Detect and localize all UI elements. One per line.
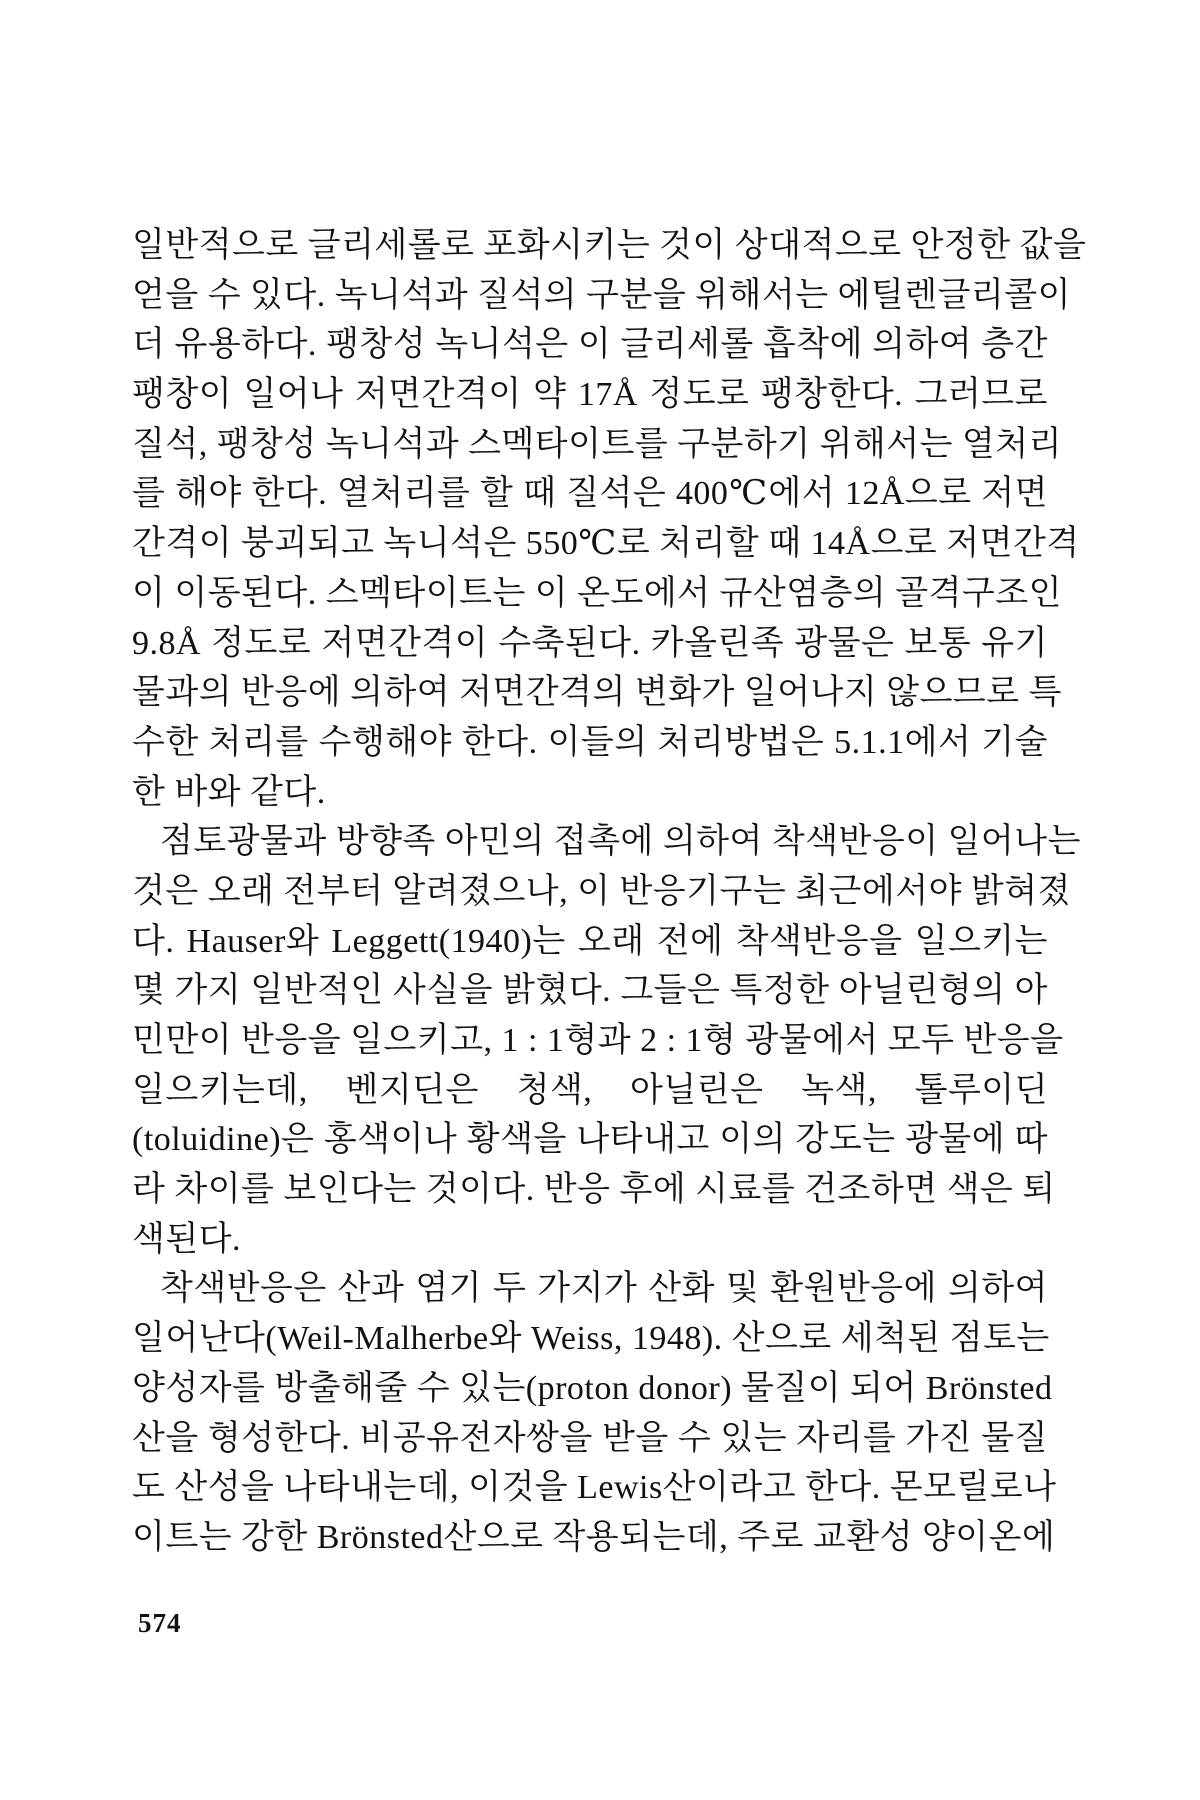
page-number: 574 — [138, 1608, 182, 1638]
text-line-paragraph-start: 점토광물과 방향족 아민의 접촉에 의하여 착색반응이 일어나는 — [160, 823, 1081, 861]
text-line: 다. Hauser와 Leggett(1940)는 오래 전에 착색반응을 일으키는 — [132, 922, 1048, 960]
text-line: 더 유용하다. 팽창성 녹니석은 이 글리세롤 흡착에 의하여 층간 — [132, 326, 1048, 364]
text-line: 이 이동된다. 스멕타이트는 이 온도에서 규산염층의 골격구조인 — [132, 574, 1062, 612]
text-line: 것은 오래 전부터 알려졌으나, 이 반응기구는 최근에서야 밝혀졌 — [132, 872, 1071, 910]
text-line: 9.8Å 정도로 저면간격이 수축된다. 카올린족 광물은 보통 유기 — [132, 624, 1048, 662]
text-line: 몇 가지 일반적인 사실을 밝혔다. 그들은 특정한 아닐린형의 아 — [132, 972, 1048, 1010]
text-line: 일어난다(Weil-Malherbe와 Weiss, 1948). 산으로 세척된 점토는 — [132, 1320, 1050, 1358]
text-line: 라 차이를 보인다는 것이다. 반응 후에 시료를 건조하면 색은 퇴 — [132, 1171, 1056, 1209]
text-line: 얻을 수 있다. 녹니석과 질석의 구분을 위해서는 에틸렌글리콜이 — [132, 276, 1071, 314]
text-line-paragraph-end: 한 바와 같다. — [132, 773, 326, 811]
body-text-block — [132, 221, 1087, 1563]
text-line: 양성자를 방출해줄 수 있는(proton donor) 물질이 되어 Brönsted — [132, 1369, 1053, 1407]
text-line: 민만이 반응을 일으키고, 1 : 1형과 2 : 1형 광물에서 모두 반응을 — [132, 1022, 1064, 1059]
text-line: 이트는 강한 Brönsted산으로 작용되는데, 주로 교환성 양이온에 — [132, 1518, 1056, 1556]
text-line: 도 산성을 나타내는데, 이것을 Lewis산이라고 한다. 몬모릴로나 — [132, 1469, 1057, 1507]
text-line: 일으키는데, 벤지딘은 청색, 아닐린은 녹색, 톨루이딘 — [132, 1071, 1048, 1109]
text-line: (toluidine)은 홍색이나 황색을 나타내고 이의 강도는 광물에 따 — [132, 1121, 1048, 1159]
text-line: 물과의 반응에 의하여 저면간격의 변화가 일어나지 않으므로 특 — [132, 674, 1062, 712]
text-line: 를 해야 한다. 열처리를 할 때 질석은 400℃에서 12Å으로 저면 — [132, 475, 1048, 513]
text-line: 질석, 팽창성 녹니석과 스멕타이트를 구분하기 위해서는 열처리 — [132, 425, 1062, 463]
text-line-paragraph-start: 착색반응은 산과 염기 두 가지가 산화 및 환원반응에 의하여 — [160, 1270, 1048, 1308]
text-line: 수한 처리를 수행해야 한다. 이들의 처리방법은 5.1.1에서 기술 — [132, 723, 1048, 761]
text-line: 간격이 붕괴되고 녹니석은 550℃로 처리할 때 14Å으로 저면간격 — [132, 525, 1080, 563]
text-line: 산을 형성한다. 비공유전자쌍을 받을 수 있는 자리를 가진 물질 — [132, 1419, 1048, 1457]
text-line: 일반적으로 글리세롤로 포화시키는 것이 상대적으로 안정한 값을 — [132, 227, 1087, 264]
text-line: 팽창이 일어나 저면간격이 약 17Å 정도로 팽창한다. 그러므로 — [132, 376, 1048, 414]
text-line-paragraph-end: 색된다. — [132, 1220, 242, 1258]
